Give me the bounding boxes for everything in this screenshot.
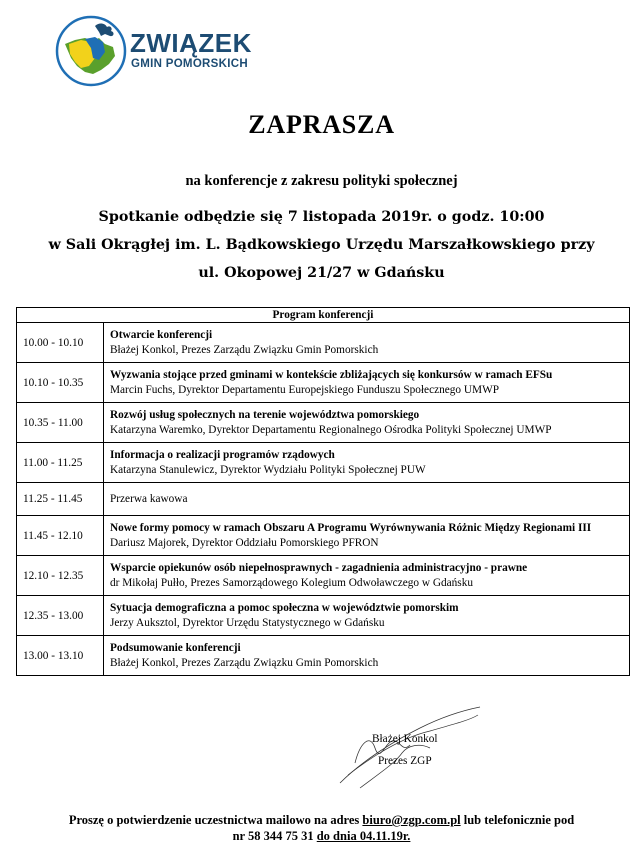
row-speaker: Marcin Fuchs, Dyrektor Departamentu Europejskiego Funduszu Społecznego UMWP <box>110 383 500 396</box>
row-time: 11.00 - 11.25 <box>17 443 104 483</box>
row-speaker: Błażej Konkol, Prezes Zarządu Związku Gmin Pomorskich <box>110 656 379 669</box>
row-description <box>104 363 630 403</box>
row-title: Wyzwania stojące przed gminami w kontekście zbliżających się konkursów w ramach EFSu <box>110 368 553 381</box>
table-row <box>17 403 630 443</box>
table-row <box>17 516 630 556</box>
row-description <box>104 636 630 676</box>
row-speaker: dr Mikołaj Pułło, Prezes Samorządowego Kolegium Odwoławczego w Gdańsku <box>110 576 473 589</box>
row-description <box>104 556 630 596</box>
row-title: Otwarcie konferencji <box>110 328 213 341</box>
row-time: 10.00 - 10.10 <box>17 323 104 363</box>
row-time: 12.35 - 13.00 <box>17 596 104 636</box>
table-row <box>17 323 630 363</box>
row-time: 10.35 - 11.00 <box>17 403 104 443</box>
row-speaker: Katarzyna Waremko, Dyrektor Departamentu Regionalnego Ośrodka Polityki Społecznej UMWP <box>110 423 552 436</box>
headline: ZAPRASZA <box>248 110 395 139</box>
row-title: Rozwój usług społecznych na terenie województwa pomorskiego <box>110 408 420 421</box>
row-description <box>104 596 630 636</box>
table-row <box>17 443 630 483</box>
row-title: Nowe formy pomocy w ramach Obszaru A Programu Wyrównywania Różnic Między Regionami III <box>110 521 592 534</box>
program-header: Program konferencji <box>17 308 630 323</box>
pomerania-map-icon <box>55 14 127 88</box>
row-title: Podsumowanie konferencji <box>110 641 241 654</box>
row-title: Informacja o realizacji programów rządowych <box>110 448 335 461</box>
row-description <box>104 516 630 556</box>
meeting-venue-line: w Sali Okrągłej im. L. Bądkowskiego Urzędu Marszałkowskiego przy <box>48 237 595 253</box>
row-time: 11.45 - 12.10 <box>17 516 104 556</box>
row-time: 13.00 - 13.10 <box>17 636 104 676</box>
footer-text-1: Proszę o potwierdzenie uczestnictwa mailowo na adres <box>68 813 363 827</box>
meeting-address-line: ul. Okopowej 21/27 w Gdańsku <box>198 265 445 281</box>
footer-phone: nr 58 344 75 31 <box>232 829 317 843</box>
table-row <box>17 636 630 676</box>
logo-title: ZWIĄZEK <box>130 28 252 58</box>
row-description <box>104 483 630 516</box>
row-speaker: Katarzyna Stanulewicz, Dyrektor Wydziału Polityki Społecznej PUW <box>110 463 426 476</box>
table-row <box>17 596 630 636</box>
footer-email-link[interactable]: biuro@zgp.com.pl <box>362 813 461 827</box>
row-description <box>104 403 630 443</box>
row-speaker: Błażej Konkol, Prezes Zarządu Związku Gmin Pomorskich <box>110 343 379 356</box>
footer-text-2: lub telefonicznie pod <box>460 813 575 827</box>
row-description <box>104 443 630 483</box>
row-title: Wsparcie opiekunów osób niepełnosprawnych - zagadnienia administracyjno - prawne <box>110 561 528 574</box>
signature-block <box>372 728 438 772</box>
row-time: 10.10 - 10.35 <box>17 363 104 403</box>
table-row <box>17 483 630 516</box>
table-row <box>17 363 630 403</box>
row-title: Sytuacja demograficzna a pomoc społeczna w województwie pomorskim <box>110 601 459 614</box>
row-time: 12.10 - 12.35 <box>17 556 104 596</box>
row-speaker: Jerzy Auksztol, Dyrektor Urzędu Statystycznego w Gdańsku <box>110 616 385 629</box>
signature-role: Prezes ZGP <box>377 755 432 767</box>
footer-note <box>0 812 643 844</box>
program-table <box>16 307 630 676</box>
row-time: 11.25 - 11.45 <box>17 483 104 516</box>
invitation-text: na konferencje z zakresu polityki społecznej <box>185 173 458 189</box>
footer-deadline: do dnia 04.11.19r. <box>316 829 411 843</box>
meeting-date-line: Spotkanie odbędzie się 7 listopada 2019r. o godz. 10:00 <box>98 209 545 225</box>
row-description <box>104 323 630 363</box>
logo-subtitle: GMIN POMORSKICH <box>131 58 248 70</box>
table-row <box>17 556 630 596</box>
logo <box>55 14 265 88</box>
row-speaker: Przerwa kawowa <box>110 492 188 505</box>
signature-name: Błażej Konkol <box>372 733 438 745</box>
row-speaker: Dariusz Majorek, Dyrektor Oddziału Pomorskiego PFRON <box>110 536 379 549</box>
